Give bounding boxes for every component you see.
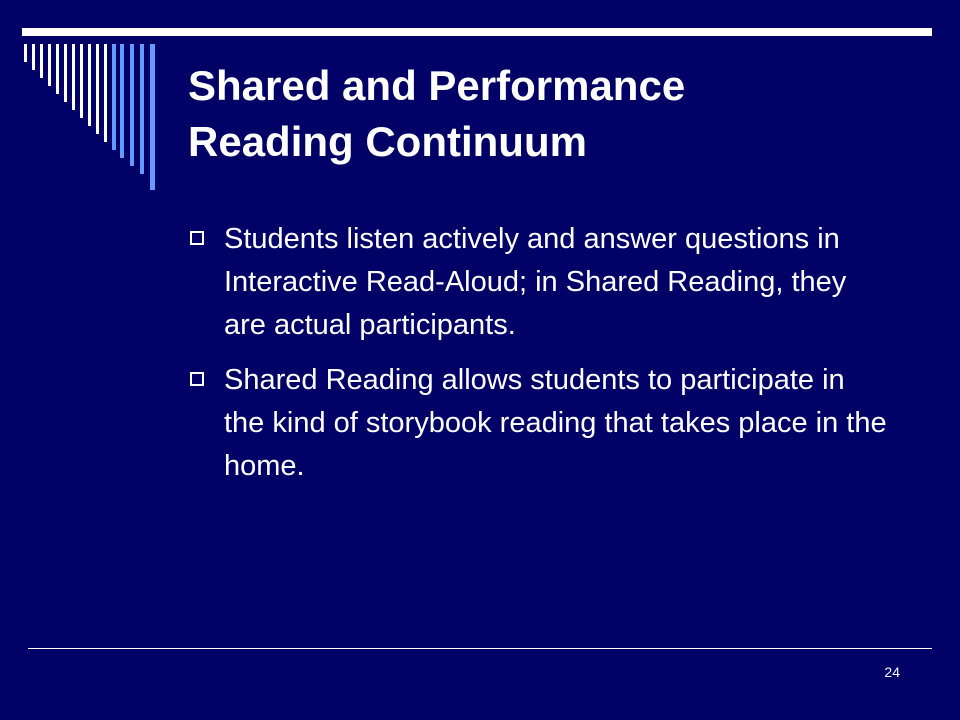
title-line-2: Reading Continuum: [188, 118, 587, 165]
decorative-bar: [150, 44, 155, 190]
decorative-bars: [0, 0, 200, 200]
bullet-item: [188, 218, 888, 347]
bullet-item: [188, 359, 888, 488]
decorative-bar: [48, 44, 51, 86]
bullet-list: [188, 218, 888, 500]
decorative-bar: [130, 44, 134, 166]
decorative-bar: [112, 44, 116, 150]
decorative-bar: [96, 44, 99, 134]
decorative-bar: [80, 44, 83, 118]
decorative-bar: [72, 44, 75, 110]
decorative-bar: [24, 44, 27, 62]
bullet-text: Shared Reading allows students to participate in the kind of storybook reading that takes place in the home.: [224, 364, 887, 482]
bullet-text: Students listen actively and answer questions in Interactive Read-Aloud; in Shared Reading, they are actual participants.: [224, 223, 847, 341]
decorative-bar: [120, 44, 124, 158]
square-bullet-icon: [190, 372, 204, 386]
decorative-bar: [88, 44, 91, 126]
title-line-1: Shared and Performance: [188, 62, 686, 109]
decorative-bar: [104, 44, 107, 142]
square-bullet-icon: [190, 231, 204, 245]
decorative-bar: [64, 44, 67, 102]
decorative-bar: [40, 44, 43, 78]
decorative-bar: [32, 44, 35, 70]
slide-title: [188, 58, 928, 170]
page-number: 24: [884, 664, 900, 680]
decorative-bar: [140, 44, 144, 174]
decorative-bar: [56, 44, 59, 94]
bottom-rule: [28, 648, 932, 649]
